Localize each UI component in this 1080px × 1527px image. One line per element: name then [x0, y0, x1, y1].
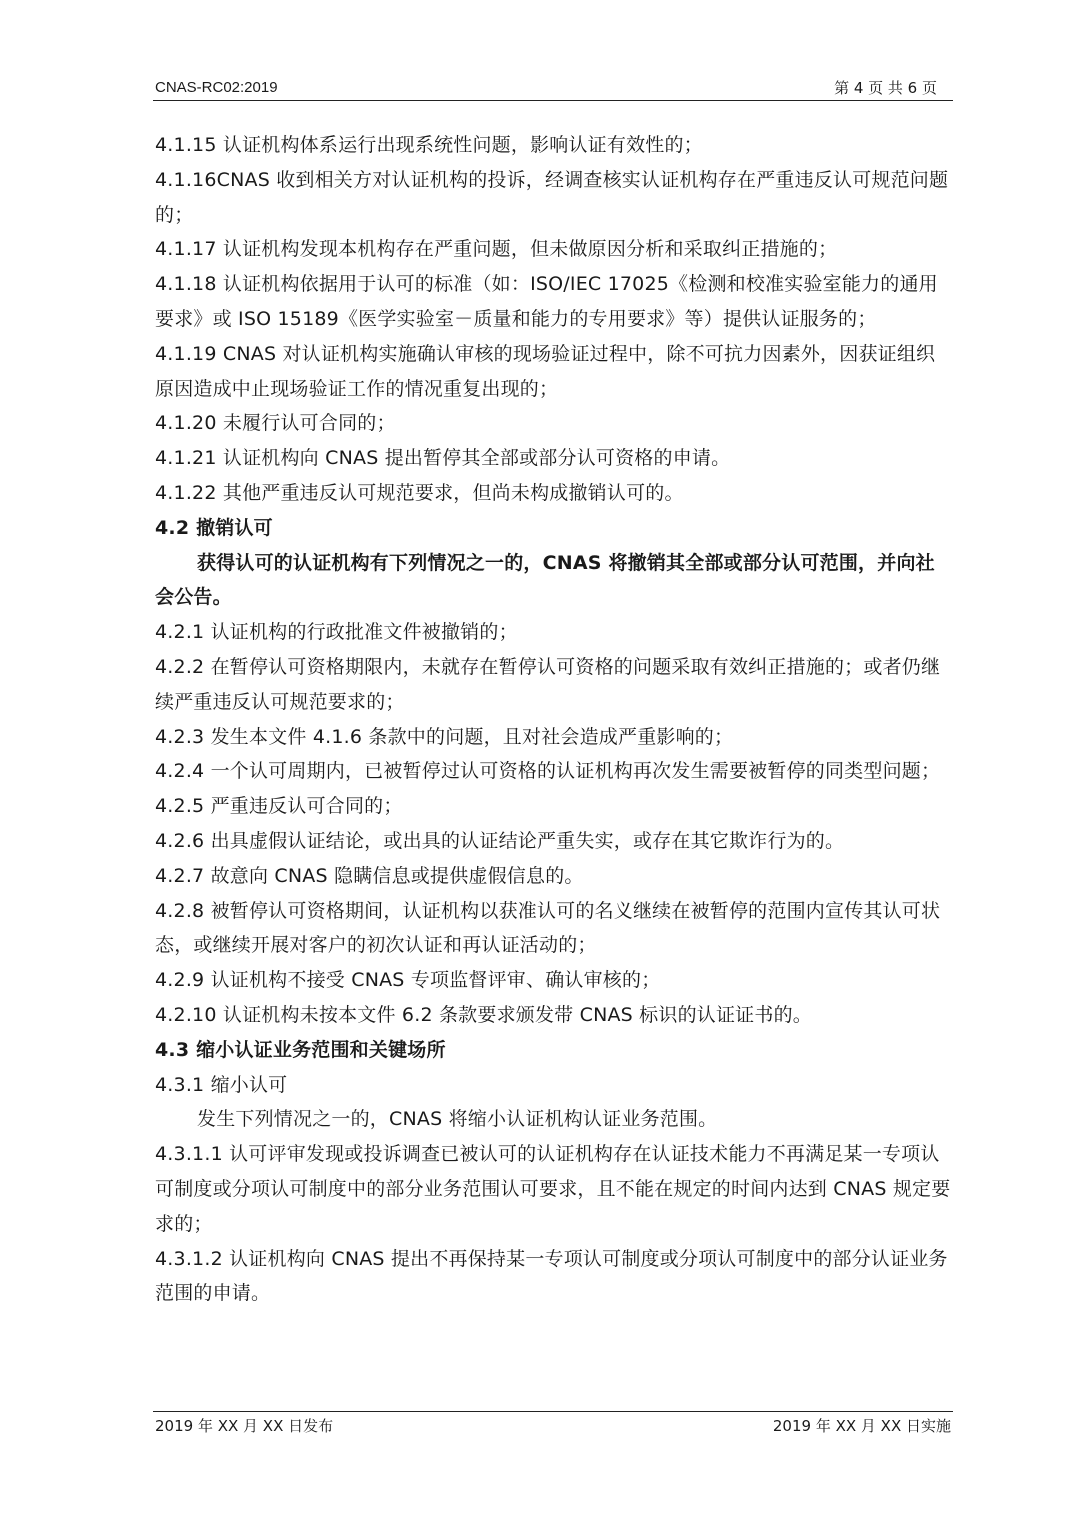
- clause-4-1-15: 4.1.15 认证机构体系运行出现系统性问题，影响认证有效性的；: [155, 134, 703, 156]
- clause-4-2-8: 4.2.8 被暂停认可资格期间，认证机构以获准认可的名义继续在被暂停的范围内宣传其认可状态，或继续开展对客户的初次认证和再认证活动的；: [155, 899, 941, 957]
- effective-date: 2019 年 XX 月 XX 日实施: [772, 1417, 951, 1435]
- clause-4-2-1: 4.2.1 认证机构的行政批准文件被撤销的；: [155, 621, 518, 644]
- page-number: 第 4 页 共 6 页: [834, 79, 937, 97]
- clause-4-3-1-1: 4.3.1.1 认可评审发现或投诉调查已被认可的认证机构存在认证技术能力不再满足某一专项认可制度或分项认可制度中的部分业务范围认可要求，且不能在规定的时间内达到 CNAS 规定要求的；: [155, 1143, 951, 1235]
- subsection-intro-4-3-1: 发生下列情况之一的，CNAS 将缩小认证机构认证业务范围。: [197, 1108, 718, 1131]
- section-heading-4-3: 4.3 缩小认证业务范围和关键场所: [155, 1038, 446, 1061]
- document-code: CNAS-RC02:2019: [155, 79, 278, 96]
- clause-4-1-20: 4.1.20 未履行认可合同的；: [155, 412, 396, 435]
- clause-4-1-21: 4.1.21 认证机构向 CNAS 提出暂停其全部或部分认可资格的申请。: [155, 447, 731, 470]
- document-body: [155, 128, 953, 1311]
- clause-4-2-6: 4.2.6 出具虚假认证结论，或出具的认证结论严重失实，或存在其它欺诈行为的。: [155, 829, 845, 852]
- clause-4-1-18: 4.1.18 认证机构依据用于认可的标准（如：ISO/IEC 17025《检测和校准实验室能力的通用要求》或 ISO 15189《医学实验室－质量和能力的专用要求》等）提供认证服务的；: [155, 273, 938, 330]
- page-header: [155, 78, 953, 100]
- clause-4-2-9: 4.2.9 认证机构不接受 CNAS 专项监督评审、确认审核的；: [155, 969, 661, 992]
- clause-4-1-17: 4.1.17 认证机构发现本机构存在严重问题，但未做原因分析和采取纠正措施的；: [155, 238, 838, 261]
- subsection-heading-4-3-1: 4.3.1 缩小认可: [155, 1073, 288, 1096]
- issue-date: 2019 年 XX 月 XX 日发布: [155, 1417, 334, 1435]
- section-intro-4-2: 获得认可的认证机构有下列情况之一的，CNAS 将撤销其全部或部分认可范围，并向社会公告。: [155, 551, 935, 609]
- footer-divider: [153, 1411, 953, 1412]
- clause-4-2-2: 4.2.2 在暂停认可资格期限内，未就存在暂停认可资格的问题采取有效纠正措施的；或者仍继续严重违反认可规范要求的；: [155, 655, 941, 713]
- page-footer: [155, 1416, 953, 1438]
- clause-4-2-5: 4.2.5 严重违反认可合同的；: [155, 795, 403, 818]
- clause-4-1-19: 4.1.19 CNAS 对认证机构实施确认审核的现场验证过程中，除不可抗力因素外，因获证组织原因造成中止现场验证工作的情况重复出现的；: [155, 342, 936, 400]
- clause-4-2-3: 4.2.3 发生本文件 4.1.6 条款中的问题，且对社会造成严重影响的；: [155, 725, 734, 748]
- clause-4-2-7: 4.2.7 故意向 CNAS 隐瞒信息或提供虚假信息的。: [155, 864, 584, 887]
- clause-4-3-1-2: 4.3.1.2 认证机构向 CNAS 提出不再保持某一专项认可制度或分项认可制度中的部分认证业务范围的申请。: [155, 1247, 948, 1305]
- clause-4-1-22: 4.1.22 其他严重违反认可规范要求，但尚未构成撤销认可的。: [155, 481, 684, 504]
- section-heading-4-2: 4.2 撤销认可: [155, 516, 273, 539]
- clause-4-2-10: 4.2.10 认证机构未按本文件 6.2 条款要求颁发带 CNAS 标识的认证证书的。: [155, 1003, 812, 1026]
- clause-4-2-4: 4.2.4 一个认可周期内，已被暂停过认可资格的认证机构再次发生需要被暂停的同类型问题；: [155, 760, 941, 783]
- clause-4-1-16: 4.1.16CNAS 收到相关方对认证机构的投诉，经调查核实认证机构存在严重违反认可规范问题的；: [155, 168, 949, 226]
- header-divider: [153, 100, 953, 101]
